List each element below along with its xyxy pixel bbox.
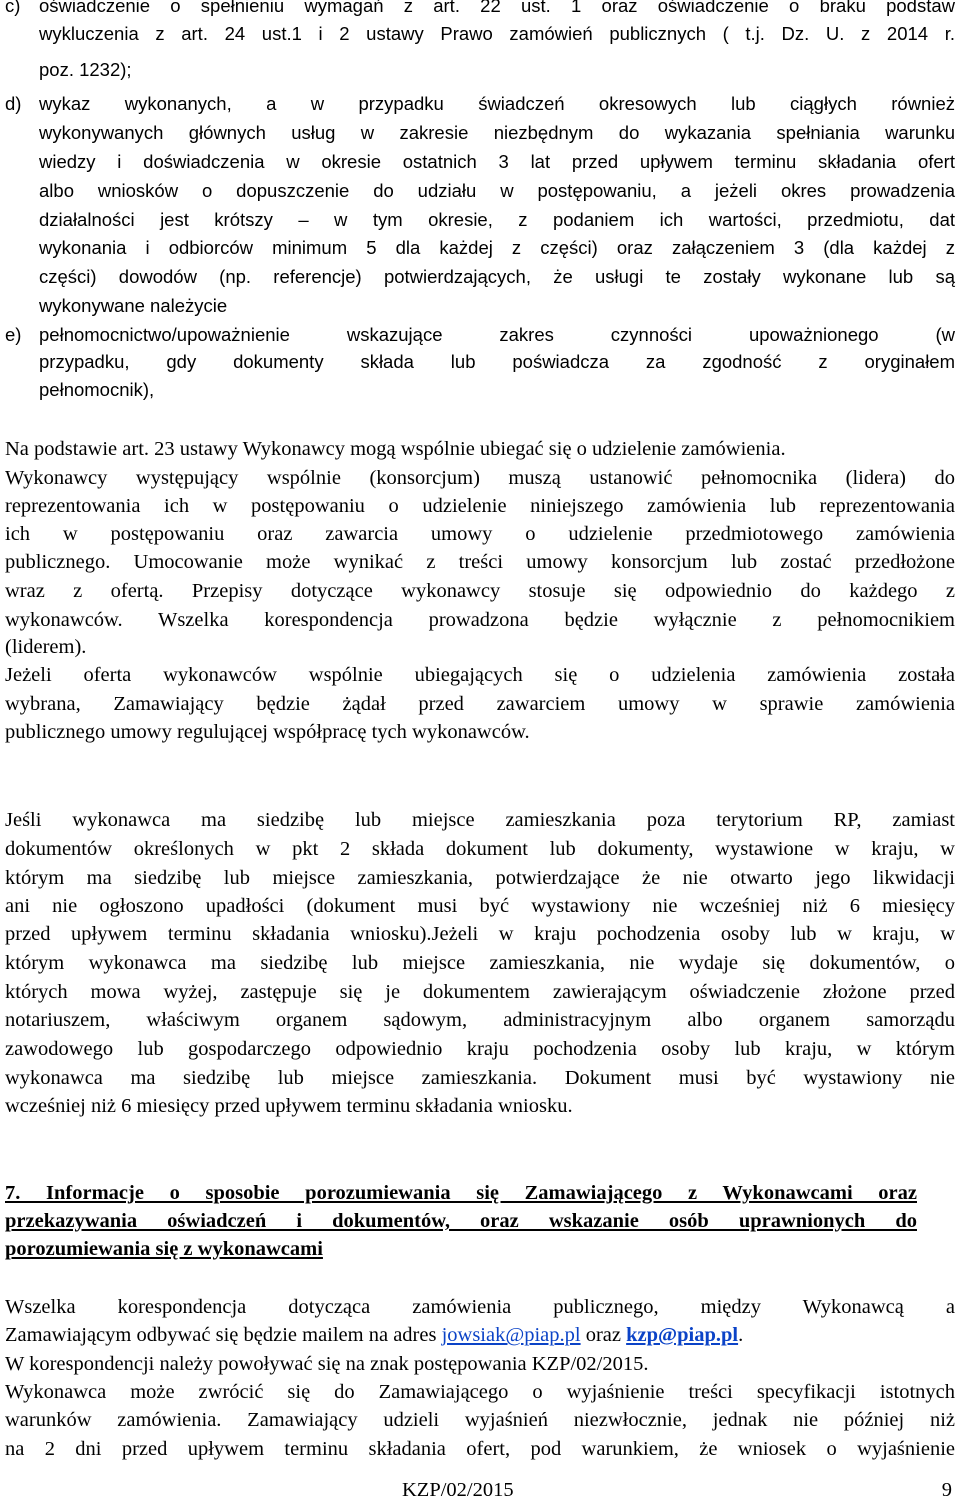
text-line: reprezentowania ich w postępowaniu o udzielenie niniejszego zamówienia lub reprezentowania [5,495,955,517]
text-line: dokumentów określonych w pkt 2 składa dokument lub dokumenty, wystawione w kraju, w [5,838,955,860]
email-link-jowsiak[interactable]: jowsiak@piap.pl [441,1324,581,1346]
text-line: wykaz wykonanych, a w przypadku świadczeń okresowych lub ciągłych również [39,93,955,114]
list-label: e) [5,324,22,345]
text-line: Na podstawie art. 23 ustawy Wykonawcy mogą wspólnie ubiegać się o udzielenie zamówienia. [5,438,786,460]
text-line: oświadczenie o spełnieniu wymagań z art. 22 ust. 1 oraz oświadczenie o braku podstaw [39,0,955,16]
text-line: przypadku, gdy dokumenty składa lub poświadcza za zgodność z oryginałem [39,351,955,372]
heading-line: 7. Informacje o sposobie porozumiewania się Zamawiającego z Wykonawcami oraz [5,1182,917,1204]
text-line: wykonywanych głównych usług w zakresie niezbędnym do wykazania spełniania warunku [39,122,955,143]
document-code: KZP/02/2015 [402,1479,514,1501]
text-line: wcześniej niż 6 miesięcy przed upływem terminu składania wniosku. [5,1095,573,1117]
text-line: poz. 1232); [39,59,132,80]
text-line: wykonania i odbiorców minimum 5 dla każdej z części) oraz załączeniem 3 (dla każdej z [39,237,955,258]
text-line: Wszelka korespondencja dotycząca zamówienia publicznego, między Wykonawcą a [5,1296,955,1318]
heading-line: przekazywania oświadczeń i dokumentów, oraz wskazanie osób uprawnionych do [5,1210,917,1232]
text-line: części) dowodów (np. referencje) potwierdzających, że usługi te zostały wykonane lub są [39,266,955,287]
text-line: warunków zamówienia. Zamawiający udzieli wyjaśnień niezwłocznie, jednak nie później niż [5,1409,955,1431]
text-line: których mowa wyżej, zastępuje się je dokumentem zawierającym oświadczenie złożone przed [5,981,955,1003]
text-line: zawodowego lub gospodarczego odpowiednio kraju pochodzenia osoby lub kraju, w którym [5,1038,955,1060]
text-line: Jeśli wykonawca ma siedzibę lub miejsce zamieszkania poza terytorium RP, zamiast [5,809,955,831]
text-line: (liderem). [5,636,87,658]
text-line-with-emails: Zamawiającym odbywać się będzie mailem na adres jowsiak@piap.pl oraz kzp@piap.pl. [5,1324,744,1346]
text-line: notariuszem, właściwym organem sądowym, administracyjnym albo organem samorządu [5,1009,955,1031]
text-line: którym wykonawca ma siedzibę lub miejsce zamieszkania, nie wydaje się dokumentów, o [5,952,955,974]
page-number: 9 [941,1479,952,1501]
text-line: wraz z ofertą. Przepisy dotyczące wykonawcy stosuje się odpowiednio do każdego z [5,580,955,602]
text-line: wybrana, Zamawiający będzie żądał przed zawarciem umowy w sprawie zamówienia [5,693,955,715]
text-line: wiedzy i doświadczenia w okresie ostatnich 3 lat przed upływem terminu składania ofert [39,151,955,172]
text-line: pełnomocnictwo/upoważnienie wskazujące zakres czynności upoważnionego (w [39,324,955,345]
text-line: publicznego. Umocowanie może wynikać z treści umowy konsorcjum lub zostać przedłożone [5,551,955,573]
text-line: ich w postępowaniu oraz zawarcia umowy o udzielenie przedmiotowego zamówienia [5,523,955,545]
list-label: d) [5,93,22,114]
text-line: Wykonawca może zwrócić się do Zamawiającego o wyjaśnienie treści specyfikacji istotnych [5,1381,955,1403]
text-line: którym ma siedzibę lub miejsce zamieszkania, potwierdzające że nie otwarto jego likwidacji [5,867,955,889]
heading-line: porozumiewania się z wykonawcami [5,1238,323,1260]
text-line: pełnomocnik), [39,379,155,400]
text-line: wykonywane należycie [39,295,228,316]
page-footer [0,1478,960,1502]
text-line: W korespondencji należy powoływać się na znak postępowania KZP/02/2015. [5,1353,649,1375]
text-line: wykluczenia z art. 24 ust.1 i 2 ustawy Prawo zamówień publicznych ( t.j. Dz. U. z 2014 r. [39,23,955,44]
text-line: wykonawców. Wszelka korespondencja prowadzona będzie wyłącznie z pełnomocnikiem [5,609,955,631]
text-line: działalności jest krótszy – w tym okresie, z podaniem ich wartości, przedmiotu, dat [39,209,955,230]
email-link-kzp[interactable]: kzp@piap.pl [626,1324,739,1346]
text-line: Jeżeli oferta wykonawców wspólnie ubiegających się o udzielenia zamówienia została [5,664,955,686]
text-line: publicznego umowy regulującej współpracę tych wykonawców. [5,721,530,743]
text-line: Wykonawcy występujący wspólnie (konsorcjum) muszą ustanowić pełnomocnika (lidera) do [5,467,955,489]
text-line: na 2 dni przed upływem terminu składania ofert, pod warunkiem, że wniosek o wyjaśnienie [5,1438,955,1460]
list-label: c) [5,0,21,16]
text-line: ani nie ogłoszono upadłości (dokument musi być wystawiony nie wcześniej niż 6 miesięcy [5,895,955,917]
text-line: wykonawca ma siedzibę lub miejsce zamieszkania. Dokument musi być wystawiony nie [5,1067,955,1089]
text-line: albo wniosków o dopuszczenie do udziału w postępowaniu, a jeżeli okres prowadzenia [39,180,955,201]
text-line: przed upływem terminu składania wniosku).Jeżeli w kraju pochodzenia osoby lub w kraju, w [5,923,955,945]
